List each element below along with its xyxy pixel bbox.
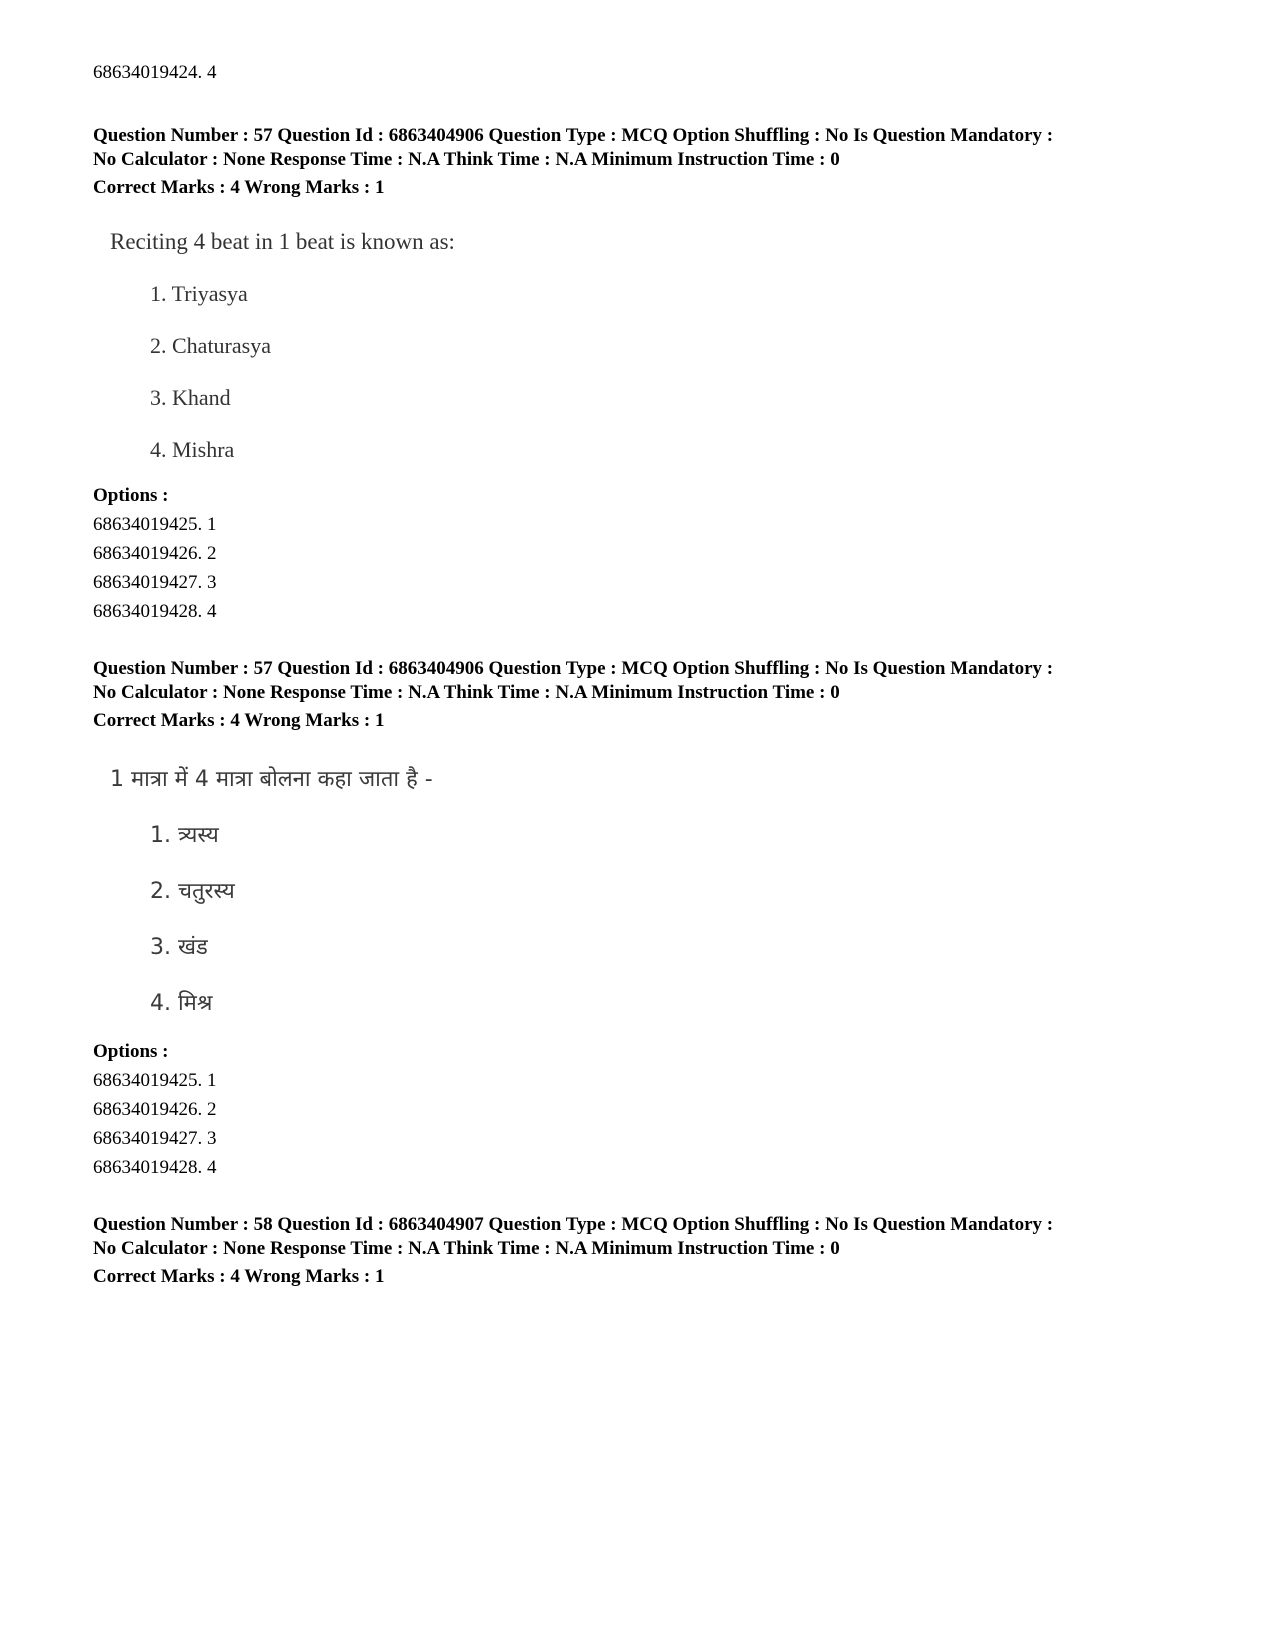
question-choice: 2. Chaturasya	[150, 333, 271, 358]
options-list-english	[93, 482, 217, 626]
option-item: 68634019428. 4	[93, 601, 217, 622]
question-choice: 4. मिश्र	[150, 991, 213, 1016]
options-list-hindi	[93, 1038, 217, 1182]
options-label: Options :	[93, 1041, 169, 1062]
question-content-english	[110, 227, 455, 465]
option-item: 68634019425. 1	[93, 1070, 217, 1091]
option-item: 68634019426. 2	[93, 1099, 217, 1120]
question-meta-line-2: No Calculator : None Response Time : N.A Think Time : N.A Minimum Instruction Time : 0	[93, 149, 840, 170]
question-marks: Correct Marks : 4 Wrong Marks : 1	[93, 177, 385, 198]
question-content-hindi	[110, 765, 433, 1019]
question-meta-line-1: Question Number : 58 Question Id : 6863404907 Question Type : MCQ Option Shuffling : No Is Question Mandatory :	[93, 1214, 1054, 1235]
question-choice: 1. Triyasya	[150, 281, 248, 306]
question-header-58	[93, 1213, 1213, 1289]
question-choice: 1. त्र्यस्य	[150, 823, 219, 848]
question-stem: Reciting 4 beat in 1 beat is known as:	[110, 229, 455, 254]
option-item: 68634019426. 2	[93, 543, 217, 564]
question-meta-line-1: Question Number : 57 Question Id : 6863404906 Question Type : MCQ Option Shuffling : No Is Question Mandatory :	[93, 125, 1054, 146]
question-choice: 4. Mishra	[150, 437, 235, 462]
question-header-57-english	[93, 124, 1213, 200]
question-stem: 1 मात्रा में 4 मात्रा बोलना कहा जाता है -	[110, 767, 433, 792]
question-meta-line-2: No Calculator : None Response Time : N.A Think Time : N.A Minimum Instruction Time : 0	[93, 1238, 840, 1259]
previous-option-line: 68634019424. 4	[93, 62, 217, 83]
question-choice: 3. Khand	[150, 385, 231, 410]
question-choice: 2. चतुरस्य	[150, 879, 235, 904]
options-label: Options :	[93, 485, 169, 506]
question-choice: 3. खंड	[150, 935, 208, 960]
question-meta-line-1: Question Number : 57 Question Id : 6863404906 Question Type : MCQ Option Shuffling : No Is Question Mandatory :	[93, 658, 1054, 679]
question-meta-line-2: No Calculator : None Response Time : N.A Think Time : N.A Minimum Instruction Time : 0	[93, 682, 840, 703]
option-item: 68634019425. 1	[93, 514, 217, 535]
option-item: 68634019427. 3	[93, 572, 217, 593]
option-item: 68634019427. 3	[93, 1128, 217, 1149]
question-header-57-hindi	[93, 657, 1213, 733]
question-marks: Correct Marks : 4 Wrong Marks : 1	[93, 710, 385, 731]
option-item: 68634019428. 4	[93, 1157, 217, 1178]
question-marks: Correct Marks : 4 Wrong Marks : 1	[93, 1266, 385, 1287]
